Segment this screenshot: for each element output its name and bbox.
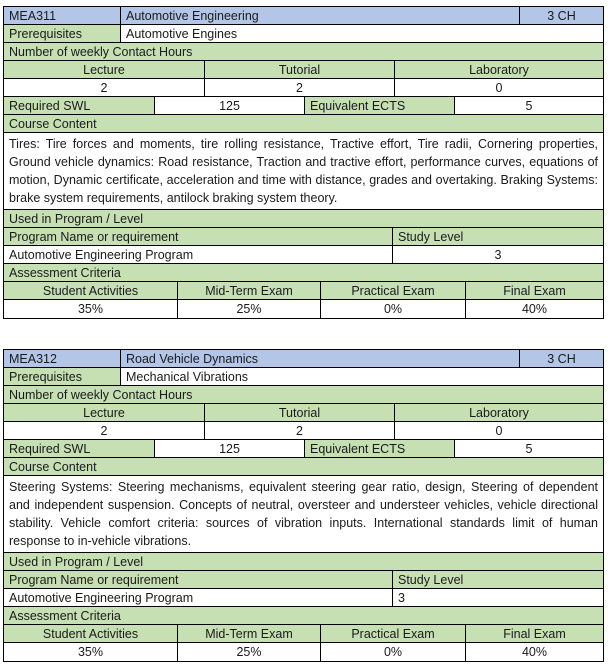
assessment-title-row [4,607,603,625]
program-name-value: Automotive Engineering Program [4,246,393,263]
prerequisites-row [4,368,603,386]
program-values-row [4,246,603,264]
final-value: 40% [466,300,603,318]
final-header: Final Exam [466,282,603,299]
swl-row [4,440,603,458]
assessment-header-row [4,625,603,643]
lecture-value: 2 [4,79,205,96]
final-value: 40% [466,643,603,661]
content-row [4,476,603,553]
swl-row [4,97,603,115]
course-table-mea311 [3,6,604,319]
course-content-text: Steering Systems: Steering mechanisms, equivalent steering gear ratio, design, Steering of dependent and independent suspension. Concepts of neutral, oversteer and understeer vehicles, vehicle directional stability. Vehicle comfort criteria: sources of vibration inputs. International standards limit of human response to in-vehicle vibrations. [4,476,603,552]
contact-hours-title-row [4,386,603,404]
program-name-value: Automotive Engineering Program [4,589,393,606]
laboratory-value: 0 [395,422,603,439]
midterm-value: 25% [178,300,321,318]
study-level-value: 3 [393,246,603,263]
contact-hours-header-row [4,404,603,422]
course-title: Road Vehicle Dynamics [121,350,520,367]
midterm-header: Mid-Term Exam [178,282,321,299]
ects-label: Equivalent ECTS [305,440,455,457]
ects-label: Equivalent ECTS [305,97,455,114]
prerequisites-row [4,25,603,43]
practical-value: 0% [321,643,466,661]
course-table-mea312 [3,349,604,662]
assessment-label: Assessment Criteria [4,607,603,624]
tutorial-header: Tutorial [205,404,395,421]
midterm-value: 25% [178,643,321,661]
lecture-value: 2 [4,422,205,439]
contact-hours-values-row [4,422,603,440]
assessment-values-row [4,300,603,318]
swl-label: Required SWL [4,97,155,114]
content-row [4,133,603,210]
course-code: MEA311 [4,7,121,24]
course-content-label: Course Content [4,115,603,132]
tutorial-value: 2 [205,79,395,96]
practical-value: 0% [321,300,466,318]
student-activities-header: Student Activities [4,282,178,299]
program-name-header: Program Name or requirement [4,571,393,588]
course-content-label: Course Content [4,458,603,475]
assessment-label: Assessment Criteria [4,264,603,281]
study-level-value: 3 [393,589,603,606]
credit-hours: 3 CH [520,7,603,24]
course-header-row [4,350,603,368]
student-activities-header: Student Activities [4,625,178,642]
content-title-row [4,115,603,133]
program-level-label: Used in Program / Level [4,553,603,570]
tutorial-header: Tutorial [205,61,395,78]
assessment-header-row [4,282,603,300]
course-content-text: Tires: Tire forces and moments, tire rolling resistance, Tractive effort, Tire radii, Cornering properties, Ground vehicle dynamics: Road resistance, Traction and tractive effort, performance curves, equations of motion, Dynamic certificate, acceleration and time with distance, grades and overtaking. Braking Systems: brake system requirements, antilock braking system theory. [4,133,603,209]
study-level-header: Study Level [393,228,603,245]
program-header-row [4,571,603,589]
swl-value: 125 [155,97,305,114]
swl-value: 125 [155,440,305,457]
final-header: Final Exam [466,625,603,642]
practical-header: Practical Exam [321,282,466,299]
contact-hours-label: Number of weekly Contact Hours [4,43,603,60]
program-values-row [4,589,603,607]
prerequisites-label: Prerequisites [4,368,121,385]
content-title-row [4,458,603,476]
course-code: MEA312 [4,350,121,367]
student-activities-value: 35% [4,300,178,318]
laboratory-header: Laboratory [395,61,603,78]
program-title-row [4,210,603,228]
ects-value: 5 [455,440,603,457]
contact-hours-values-row [4,79,603,97]
lecture-header: Lecture [4,404,205,421]
midterm-header: Mid-Term Exam [178,625,321,642]
laboratory-value: 0 [395,79,603,96]
contact-hours-title-row [4,43,603,61]
credit-hours: 3 CH [520,350,603,367]
student-activities-value: 35% [4,643,178,661]
ects-value: 5 [455,97,603,114]
study-level-header: Study Level [393,571,603,588]
contact-hours-label: Number of weekly Contact Hours [4,386,603,403]
prerequisites-label: Prerequisites [4,25,121,42]
practical-header: Practical Exam [321,625,466,642]
program-level-label: Used in Program / Level [4,210,603,227]
lecture-header: Lecture [4,61,205,78]
assessment-values-row [4,643,603,661]
contact-hours-header-row [4,61,603,79]
course-title: Automotive Engineering [121,7,520,24]
assessment-title-row [4,264,603,282]
program-header-row [4,228,603,246]
course-header-row [4,7,603,25]
prerequisites-value: Mechanical Vibrations [121,368,603,385]
prerequisites-value: Automotive Engines [121,25,603,42]
program-title-row [4,553,603,571]
swl-label: Required SWL [4,440,155,457]
tutorial-value: 2 [205,422,395,439]
laboratory-header: Laboratory [395,404,603,421]
program-name-header: Program Name or requirement [4,228,393,245]
